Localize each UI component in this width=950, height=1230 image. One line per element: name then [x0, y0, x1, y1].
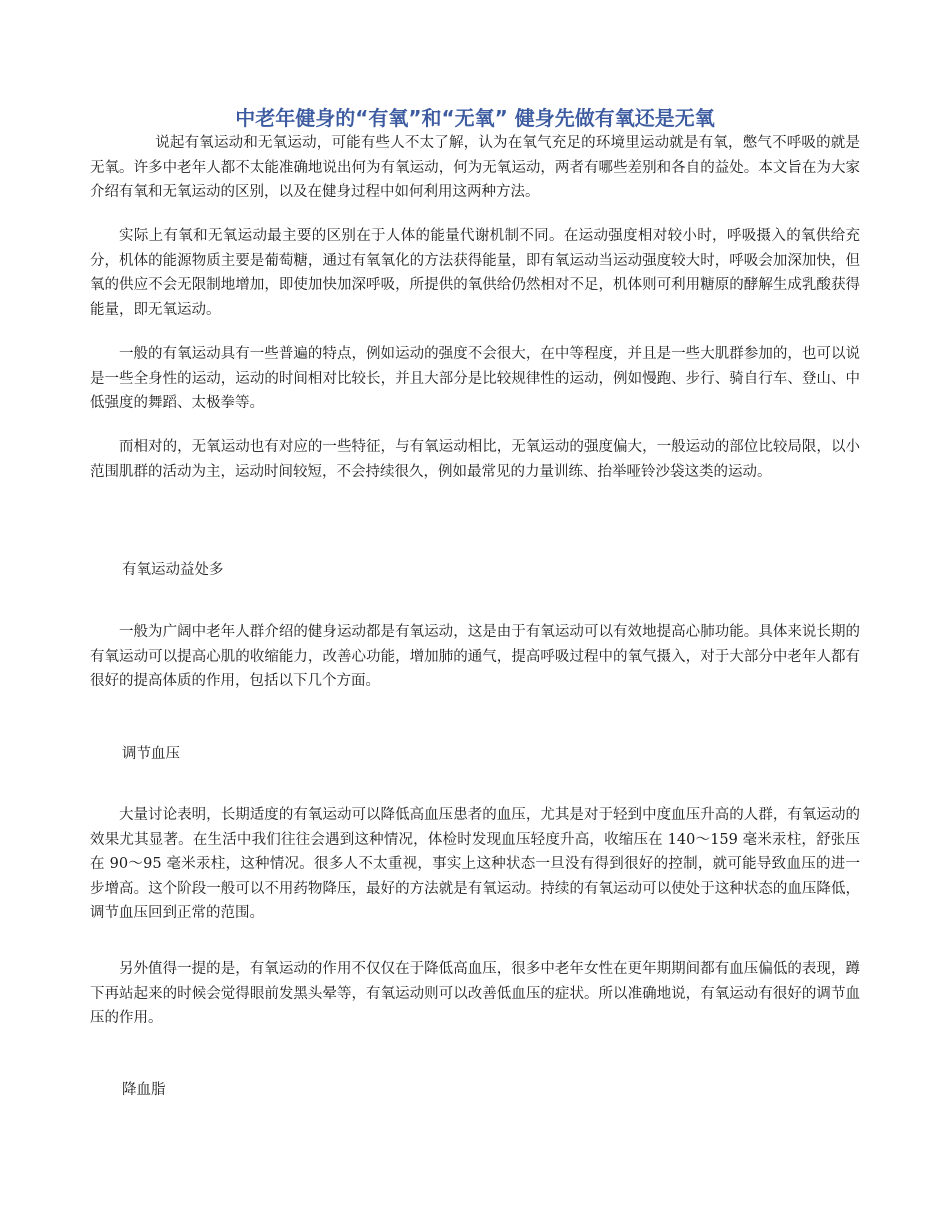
paragraph-aerobic-benefits: 一般为广阔中老年人群介绍的健身运动都是有氧运动，这是由于有氧运动可以有效地提高心肺功能。具体来说长期的有氧运动可以提高心肌的收缩能力，改善心功能，增加肺的通气，提高呼吸过程中的氧气摄入，对于大部分中老年人都有很好的提高体质的作用，包括以下几个方面。	[90, 624, 860, 689]
section-heading-blood-pressure: 调节血压	[122, 746, 180, 762]
paragraph-aerobic-features: 一般的有氧运动具有一些普遍的特点，例如运动的强度不会很大，在中等程度，并且是一些大肌群参加的，也可以说是一些全身性的运动，运动的时间相对比较长，并且大部分是比较规律性的运动，例如慢跑、步行、骑自行车、登山、中低强度的舞蹈、太极拳等。	[90, 346, 860, 411]
section-heading-blood-lipids: 降血脂	[122, 1082, 166, 1098]
paragraph-blood-pressure: 大量讨论表明，长期适度的有氧运动可以降低高血压患者的血压，尤其是对于轻到中度血压升高的人群，有氧运动的效果尤其显著。在生活中我们往往会遇到这种情况，体检时发现血压轻度升高，收缩压在 140～159 毫米汞柱，舒张压在 90～95 毫米汞柱，这种情况。很多人不太重视，事实上这种状态一旦没有得到很好的控制，就可能导致血压的进一步增高。这个阶段一般可以不用药物降压，最好的方法就是有氧运动。持续的有氧运动可以使处于这种状态的血压降低，调节血压回到正常的范围。	[90, 807, 860, 921]
section-heading-aerobic-benefits: 有氧运动益处多	[122, 562, 224, 578]
paragraph-intro: 说起有氧运动和无氧运动，可能有些人不太了解，认为在氧气充足的环境里运动就是有氧，憋气不呼吸的就是无氧。许多中老年人都不太能准确地说出何为有氧运动，何为无氧运动，两者有哪些差别和各自的益处。本文旨在为大家介绍有氧和无氧运动的区别，以及在健身过程中如何利用这两种方法。	[90, 135, 860, 200]
paragraph-anaerobic-features: 而相对的，无氧运动也有对应的一些特征，与有氧运动相比，无氧运动的强度偏大，一般运动的部位比较局限，以小范围肌群的活动为主，运动时间较短，不会持续很久，例如最常见的力量训练、抬举哑铃沙袋这类的运动。	[90, 439, 860, 480]
paragraph-difference: 实际上有氧和无氧运动最主要的区别在于人体的能量代谢机制不同。在运动强度相对较小时，呼吸摄入的氧供给充分，机体的能源物质主要是葡萄糖，通过有氧氧化的方法获得能量，即有氧运动当运动强度较大时，呼吸会加深加快，但氧的供应不会无限制地增加，即使加快加深呼吸，所提供的氧供给仍然相对不足，机体则可利用糖原的酵解生成乳酸获得能量，即无氧运动。	[90, 228, 860, 318]
paragraph-low-blood-pressure: 另外值得一提的是，有氧运动的作用不仅仅在于降低高血压，很多中老年女性在更年期期间都有血压偏低的表现，蹲下再站起来的时候会觉得眼前发黑头晕等，有氧运动则可以改善低血压的症状。所以准确地说，有氧运动有很好的调节血压的作用。	[90, 961, 860, 1026]
document-title: 中老年健身的“有氧”和“无氧” 健身先做有氧还是无氧	[235, 106, 715, 130]
